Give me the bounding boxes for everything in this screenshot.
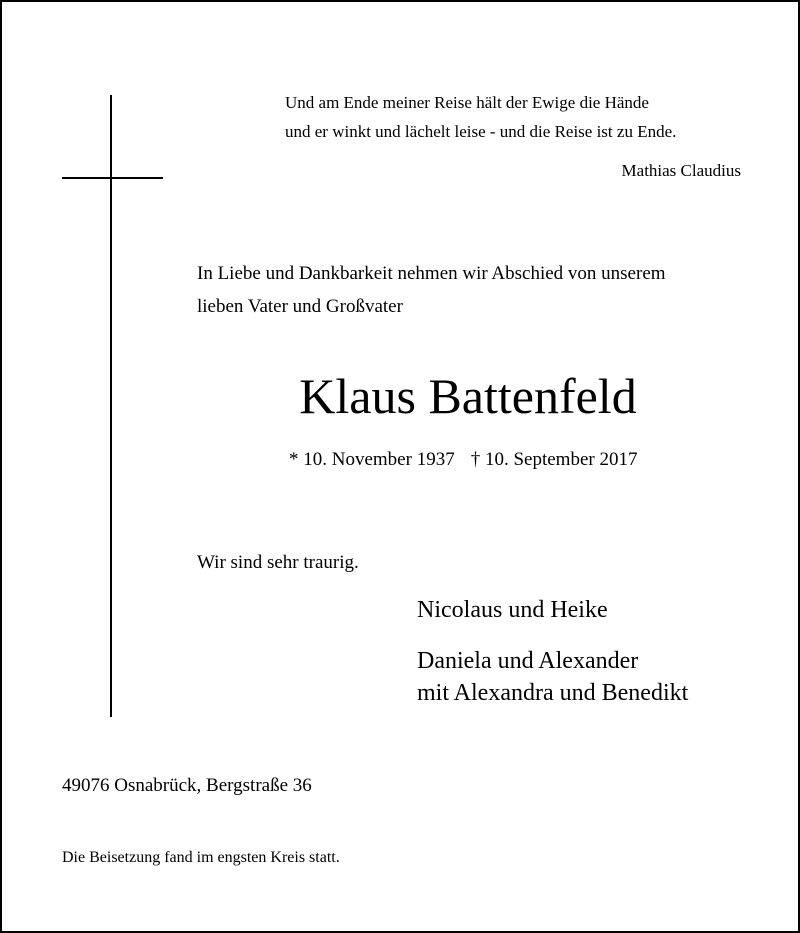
- intro-line-2: lieben Vater und Großvater: [197, 296, 403, 317]
- poem-line-1: Und am Ende meiner Reise hält der Ewige die Hände: [285, 93, 649, 112]
- birth-date: * 10. November 1937: [289, 449, 455, 470]
- closing-text: Wir sind sehr traurig.: [197, 552, 359, 573]
- cross-icon-horizontal-bar: [62, 177, 163, 179]
- intro-text: [197, 257, 666, 323]
- death-date: † 10. September 2017: [470, 449, 638, 470]
- family-group-2-line-1: Daniela und Alexander: [417, 648, 639, 674]
- poem-quote: [285, 88, 676, 146]
- intro-line-1: In Liebe und Dankbarkeit nehmen wir Abschied von unserem: [197, 263, 666, 284]
- family-group-2: [417, 645, 688, 709]
- life-dates: [289, 447, 637, 473]
- family-group-1: Nicolaus und Heike: [417, 597, 608, 623]
- deceased-name: Klaus Battenfeld: [299, 368, 637, 424]
- family-group-2-line-2: mit Alexandra und Benedikt: [417, 680, 689, 706]
- address: 49076 Osnabrück, Bergstraße 36: [62, 775, 312, 796]
- poem-author: Mathias Claudius: [621, 161, 741, 180]
- funeral-note: Die Beisetzung fand im engsten Kreis statt.: [62, 849, 340, 866]
- poem-line-2: und er winkt und lächelt leise - und die Reise ist zu Ende.: [285, 122, 677, 141]
